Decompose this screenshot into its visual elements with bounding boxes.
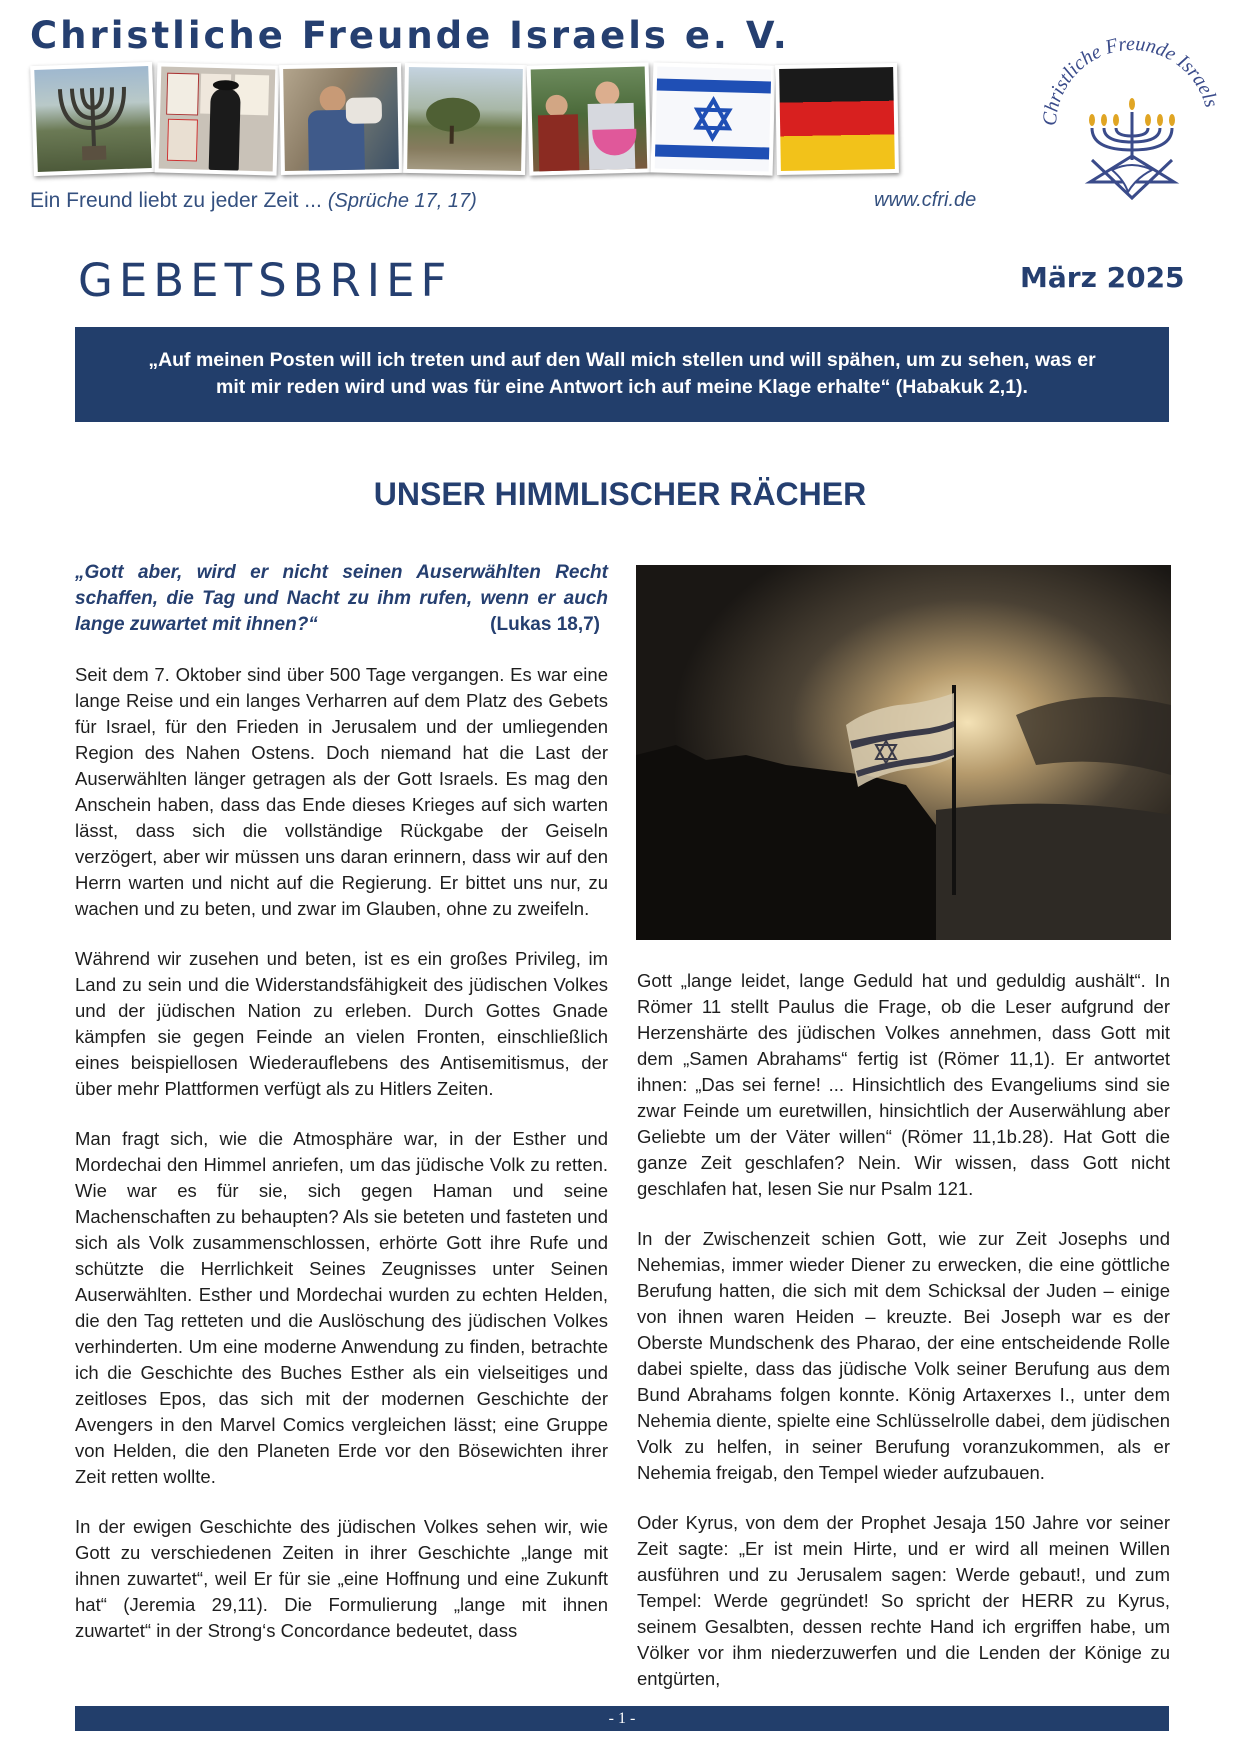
paragraph: Oder Kyrus, von dem der Prophet Jesaja 150 Jahre vor seiner Zeit sagte: „Er ist mein Hirte, und er wird all meinen Willen ausführen und zu Jerusalem sagen: Werde gebaut!, und zum Tempel: Werde gegründet! So spricht der HERR zu Kyrus, seinem Gesalbten, dessen rechte Hand ich ergriffen habe, um Völker vor ihm niederzuwerfen und die Lenden der Könige zu entgürten, xyxy=(637,1512,1170,1689)
org-title: Christliche Freunde Israels e. V. xyxy=(30,14,790,57)
tagline xyxy=(30,189,477,213)
flag-sunset-photo xyxy=(636,565,1171,940)
document-title: GEBETSBRIEF xyxy=(78,254,453,307)
right-column xyxy=(637,968,1170,1716)
father-child-photo xyxy=(279,63,403,175)
landscape-photo xyxy=(403,63,527,175)
paragraph: Gott „lange leidet, lange Geduld hat und geduldig aushält“. In Römer 11 stellt Paulus die Frage, ob die Leser aufgrund der Herzenshärte des jüdischen Volkes annehmen, dass Gott mit dem „Samen Abrahams“ fertig ist (Römer 11,1). Er antwortet ihnen: „Das sei ferne! ... Hinsichtlich des Evangeliums sind sie zwar Feinde um euretwillen, hinsichtlich der Auserwählung aber Geliebte um der Väter willen“ (Römer 11,1b.28). Hat Gott die ganze Zeit geschlafen? Nein. Wir wissen, dass Gott nicht geschlafen hat, lesen Sie nur Psalm 121. xyxy=(637,970,1170,1199)
menorah-dove-logo-icon xyxy=(1032,20,1230,216)
article-headline: UNSER HIMMLISCHER RÄCHER xyxy=(373,476,867,512)
paragraph: Seit dem 7. Oktober sind über 500 Tage vergangen. Es war eine lange Reise und ein langes Verharren auf dem Platz des Gebets für Israel, für den Frieden in Jerusalem und der umliegenden Region des Nahen Ostens. Doch niemand hat die Last der Auserwählten länger getragen als der Gott Israels. Es mag den Anschein haben, dass das Ende dieses Krieges auf sich warten lässt, dass sich die vollständige Rückgabe der Geiseln verzögert, aber wir müssen uns daran erinnern, dass wir auf den Herrn warten und nicht auf die Regierung. Er bittet uns nur, zu wachen und zu beten, und zwar im Glauben, ohne zu zweifeln. xyxy=(75,664,608,919)
menorah-photo xyxy=(30,62,156,176)
israel-flag-photo xyxy=(651,62,776,175)
left-column xyxy=(75,560,608,1668)
paragraph: In der ewigen Geschichte des jüdischen Volkes sehen wir, wie Gott zu verschiedenen Zeiten in ihrer Geschichte „lange mit ihnen zuwartet“, weil Er für sie „eine Hoffnung und eine Zukunft hat“ (Jeremia 29,11). Die Formulierung „lange mit ihnen zuwartet“ in der Strong‘s Concordance bedeutet, dass xyxy=(75,1516,608,1641)
banner-quote-line-2: mit mir reden wird und was für eine Antwort ich auf meine Klage erhalte“ (Habakuk 2,1). xyxy=(216,376,1028,398)
lead-quote xyxy=(75,560,608,638)
header-photo-strip xyxy=(32,64,1012,184)
document-date: März 2025 xyxy=(1020,261,1185,294)
paragraph: In der Zwischenzeit schien Gott, wie zur Zeit Josephs und Nehemias, immer wieder Diener zu erwecken, die eine göttliche Berufung hatten, die sich mit dem Schicksal der Juden – einige von ihnen waren Heiden – kreuzte. Bei Joseph war es der Oberste Mundschenk des Pharao, der eine entscheidende Rolle dabei spielte, dass das jüdische Volk seiner Berufung aus dem Bund Abrahams folgen konnte. König Artaxerxes I., unter dem Nehemia diente, spielte eine Schlüsselrolle dabei, dem jüdischen Volk zu helfen, in seiner Berufung voranzukommen, als er Nehemia freigab, den Tempel wieder aufzubauen. xyxy=(637,1228,1170,1483)
website-link[interactable]: www.cfri.de xyxy=(874,189,977,211)
footer-bar xyxy=(75,1706,1169,1731)
helpers-photo xyxy=(527,62,652,175)
logo-text: Christliche Freunde Israels xyxy=(1038,32,1223,127)
paragraph: Während wir zusehen und beten, ist es ein großes Privileg, im Land zu sein und die Widerstandsfähigkeit des jüdischen Volkes und der jüdischen Nation zu erleben. Durch Gottes Gnade kämpfen sie gegen Feinde an vielen Fronten, einschließlich eines beispiellosen Wiederauflebens des Antisemitismus, der über mehr Plattformen verfügt als zu Hitlers Zeiten. xyxy=(75,948,608,1099)
tagline-reference: (Sprüche 17, 17) xyxy=(327,190,477,212)
scripture-banner xyxy=(75,327,1169,422)
lead-quote-text: „Gott aber, wird er nicht seinen Auserwählten Recht schaffen, die Tag und Nacht zu ihm rufen, wenn er auch lange zuwartet mit ihnen?“ xyxy=(75,562,608,635)
page-number: - 1 - xyxy=(608,1710,636,1727)
germany-flag-photo xyxy=(775,63,899,175)
street-poster-photo xyxy=(155,62,280,175)
paragraph: Man fragt sich, wie die Atmosphäre war, in der Esther und Mordechai den Himmel anriefen, um das jüdische Volk zu retten. Wie war es für sie, sich gegen Haman und seine Machenschaften zu behaupten? Als sie beteten und fasteten und sich als Volk zusammenschlossen, erhörte Gott ihre Rufe und schützte die Herrlichkeit Seines Zeugnisses unter Seinen Auserwählten. Esther und Mordechai wurden zu echten Helden, die den Tag retteten und die Auslöschung des jüdischen Volkes verhinderten. Um eine moderne Anwendung zu finden, betrachte ich die Geschichte des Buches Esther als ein vielseitiges und zeitloses Epos, das sich mit der modernen Geschichte der Avengers in den Marvel Comics vergleichen lässt; eine Gruppe von Helden, die den Planeten Erde vor den Bösewichten ihrer Zeit retten wollte. xyxy=(75,1128,608,1487)
lead-quote-reference: (Lukas 18,7) xyxy=(490,614,600,635)
tagline-text: Ein Freund liebt zu jeder Zeit ... xyxy=(30,189,322,212)
banner-quote-line-1: „Auf meinen Posten will ich treten und auf den Wall mich stellen und will spähen, um zu sehen, was er xyxy=(148,349,1096,371)
